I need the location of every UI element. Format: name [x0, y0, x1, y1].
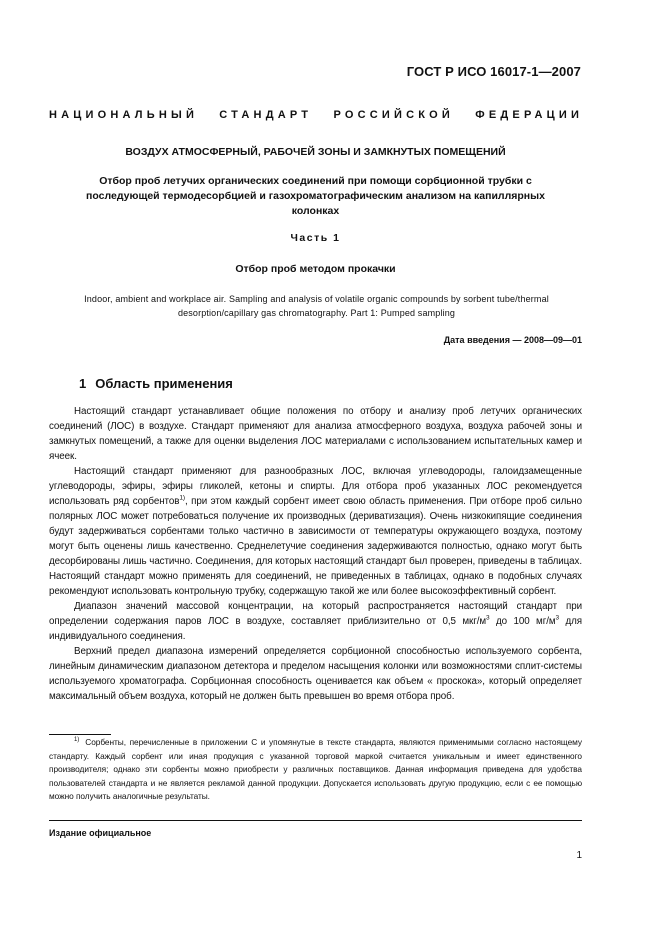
footnote	[49, 736, 582, 804]
national-standard-banner: НАЦИОНАЛЬНЫЙ СТАНДАРТ РОССИЙСКОЙ ФЕДЕРАЦИИ	[49, 109, 584, 121]
footnote-separator	[49, 734, 111, 735]
paragraph: Настоящий стандарт устанавливает общие положения по отбору и анализу проб летучих органических соединений (ЛОС) в воздухе. Стандарт применяют для анализа атмосферного воздуха, воздуха рабочей зоны и замкнутых помещений, а также для оценки выделения ЛОС материалами с использованием испытательных камер и ячеек.	[49, 406, 582, 462]
footnote-text: Сорбенты, перечисленные в приложении С и упомянутые в тексте стандарта, являются применимыми согласно настоящему стандарту. Каждый сорбент или иная продукция с указанной торговой маркой считается уникальным и имеет единственного производителя; однако эти сорбенты можно приобрести у различных поставщиков. Данная информация приведена для удобства пользователей стандарта и не является рекламой данной продукции. Допускается использовать другую продукцию, если с ее помощью можно получить аналогичные результаты.	[49, 737, 582, 801]
footnote-reference[interactable]: 1)	[179, 494, 185, 502]
document-code: ГОСТ Р ИСО 16017-1—2007	[406, 64, 581, 79]
page-number: 1	[576, 850, 582, 861]
paragraph: Диапазон значений массовой концентрации, на который распространяется настоящий стандарт при определении содержания паров ЛОС в воздухе, составляет приблизительно от 0,5 мкг/$м^3$ до 100 $мг/м^3$ для индивидуального соединения.	[49, 601, 583, 642]
edition-label: Издание официальное	[49, 828, 152, 838]
section-heading-text: Область применения	[95, 376, 233, 391]
section-heading	[79, 376, 233, 391]
superscript: 3	[555, 614, 560, 622]
introduction-date: Дата введения — 2008—09—01	[443, 335, 582, 345]
footer-separator	[49, 820, 582, 821]
footnote-marker: 1)	[74, 737, 80, 744]
superscript: 3	[486, 614, 490, 622]
part-number: Часть 1	[290, 232, 341, 244]
paragraph: Настоящий стандарт применяют для разнообразных ЛОС, включая углеводороды, галоидзамещенные углеводороды, эфиры, эфиры гликолей, кетоны и спирты. Для отбора проб указанных ЛОС рекомендуется использовать ряд сорбентов$^{1)}$, при этом каждый сорбент имеет свою область применения. При отборе проб сильно полярных ЛОС может потребоваться получение их производных (дериватизация). Очень низкокипящие соединения будут задерживаться сорбентами только частично в зависимости от температуры окружающего воздуха, поэтому могут быть оценены лишь качественно. Среднелетучие соединения задерживаются полностью, однако могут быть десорбированы лишь частично. Соединения, для которых настоящий стандарт был проверен, приведены в таблицах. Настоящий стандарт можно применять для соединений, не приведенных в таблицах, однако в подобных случаях рекомендуют использовать контрольную трубку, содержащую такой же или более высокоэффективный сорбент.	[49, 466, 583, 597]
english-title: Indoor, ambient and workplace air. Sampling and analysis of volatile organic compounds by sorbent tube/thermal desorption/capillary gas chromatography. Part 1: Pumped sampling	[84, 294, 549, 318]
document-subtitle: Отбор проб летучих органических соединений при помощи сорбционной трубки с последующей термодесорбцией и газохроматографическим анализом на капиллярных колонках	[86, 175, 545, 217]
part-title: Отбор проб методом прокачки	[235, 263, 396, 275]
paragraph: Верхний предел диапазона измерений определяется сорбционной способностью используемого сорбента, линейным динамическим диапазоном детектора и пределом насыщения колонки или возможностями сплит-системы используемого хроматографа. Сорбционная способность оценивается как объем « проскока», который определяет максимальный объем воздуха, который не должен быть превышен во время отбора проб.	[49, 646, 582, 702]
section-body	[49, 404, 582, 704]
document-title: ВОЗДУХ АТМОСФЕРНЫЙ, РАБОЧЕЙ ЗОНЫ И ЗАМКНУТЫХ ПОМЕЩЕНИЙ	[125, 146, 506, 158]
section-number: 1	[79, 376, 87, 391]
